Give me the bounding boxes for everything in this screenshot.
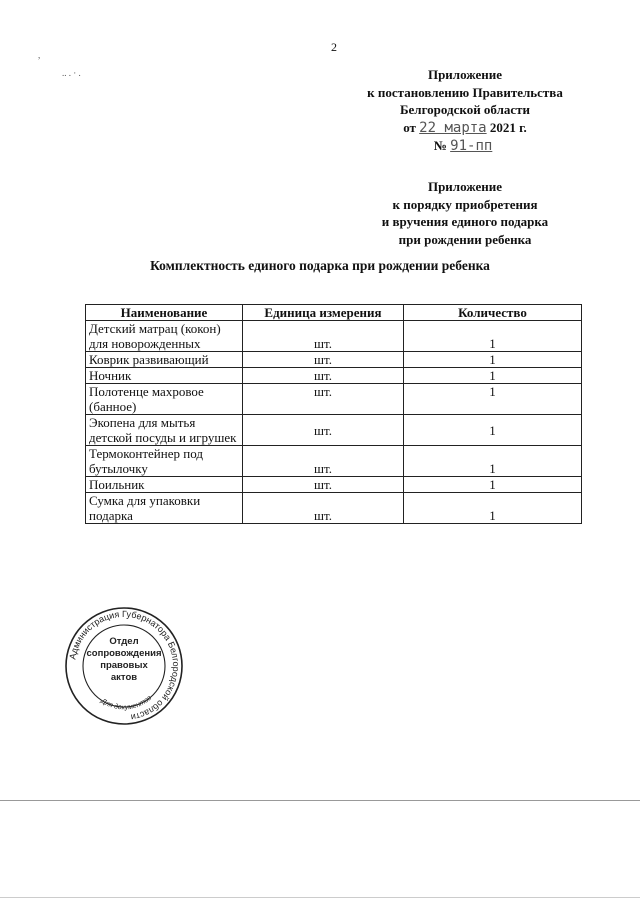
item-unit: шт. — [243, 446, 404, 477]
table-row — [86, 477, 582, 493]
item-unit: шт. — [243, 415, 404, 446]
item-quantity: 1 — [404, 384, 582, 415]
scan-edge-line — [0, 800, 640, 801]
item-quantity: 1 — [404, 477, 582, 493]
number-handwritten: 91-пп — [450, 138, 493, 154]
page-number: 2 — [331, 40, 337, 54]
item-unit: шт. — [243, 321, 404, 352]
item-quantity: 1 — [404, 368, 582, 384]
stamp-inner-text — [64, 636, 184, 684]
item-name: Экопена для мытья детской посуды и игрушек — [86, 415, 243, 446]
scan-artifact: .. . · . — [62, 68, 81, 78]
column-header-name: Наименование — [86, 305, 243, 321]
table-row — [86, 415, 582, 446]
item-name: Ночник — [86, 368, 243, 384]
procedure-line-3: и вручения единого подарка — [381, 214, 549, 229]
table-row — [86, 321, 582, 352]
date-prefix: от — [403, 119, 416, 135]
scan-edge-line — [0, 897, 640, 898]
table-row — [86, 368, 582, 384]
scan-artifact: , — [38, 50, 41, 60]
item-quantity: 1 — [404, 321, 582, 352]
item-name: Коврик развивающий — [86, 352, 243, 368]
gift-contents-table — [85, 304, 582, 524]
stamp-ring-text: Администрация Губернатора Белгородской области — [67, 608, 182, 723]
item-unit: шт. — [243, 384, 404, 415]
stamp-line: правовых — [100, 660, 148, 671]
appendix-header-resolution — [355, 66, 575, 156]
item-unit: шт. — [243, 352, 404, 368]
column-header-quantity: Количество — [404, 305, 582, 321]
item-unit: шт. — [243, 493, 404, 524]
item-name: Детский матрац (кокон) для новорожденных — [86, 321, 243, 352]
item-quantity: 1 — [404, 415, 582, 446]
item-quantity: 1 — [404, 493, 582, 524]
procedure-appendix-label: Приложение — [427, 179, 503, 194]
stamp-line: Отдел — [109, 636, 139, 647]
column-header-unit: Единица измерения — [243, 305, 404, 321]
table-header-row — [86, 305, 582, 321]
header-region-line: Белгородской области — [399, 102, 531, 117]
table-row — [86, 493, 582, 524]
item-name: Поильник — [86, 477, 243, 493]
number-prefix: № — [433, 138, 447, 153]
stamp-line: сопровождения — [86, 648, 162, 659]
stamp-bottom-text: Для документов — [99, 694, 153, 712]
header-appendix-label: Приложение — [427, 67, 503, 82]
official-stamp — [64, 606, 184, 726]
table-row — [86, 352, 582, 368]
stamp-line: актов — [110, 672, 138, 683]
procedure-line-4: при рождении ребенка — [398, 231, 532, 247]
table-row — [86, 384, 582, 415]
procedure-line-2: к порядку приобретения — [392, 196, 538, 212]
item-quantity: 1 — [404, 446, 582, 477]
appendix-header-procedure — [355, 178, 575, 248]
item-quantity: 1 — [404, 352, 582, 368]
item-name: Термоконтейнер под бутылочку — [86, 446, 243, 477]
header-number-line — [355, 137, 575, 156]
document-title: Комплектность единого подарка при рождении ребенка — [150, 258, 490, 273]
item-name: Полотенце махровое (банное) — [86, 384, 243, 415]
header-resolution-line: к постановлению Правительства — [367, 84, 563, 100]
date-handwritten: 22 марта — [419, 119, 487, 136]
table-row — [86, 446, 582, 477]
item-unit: шт. — [243, 477, 404, 493]
header-date-line — [355, 119, 575, 138]
date-year: 2021 г. — [489, 119, 527, 135]
item-unit: шт. — [243, 368, 404, 384]
item-name: Сумка для упаковки подарка — [86, 493, 243, 524]
